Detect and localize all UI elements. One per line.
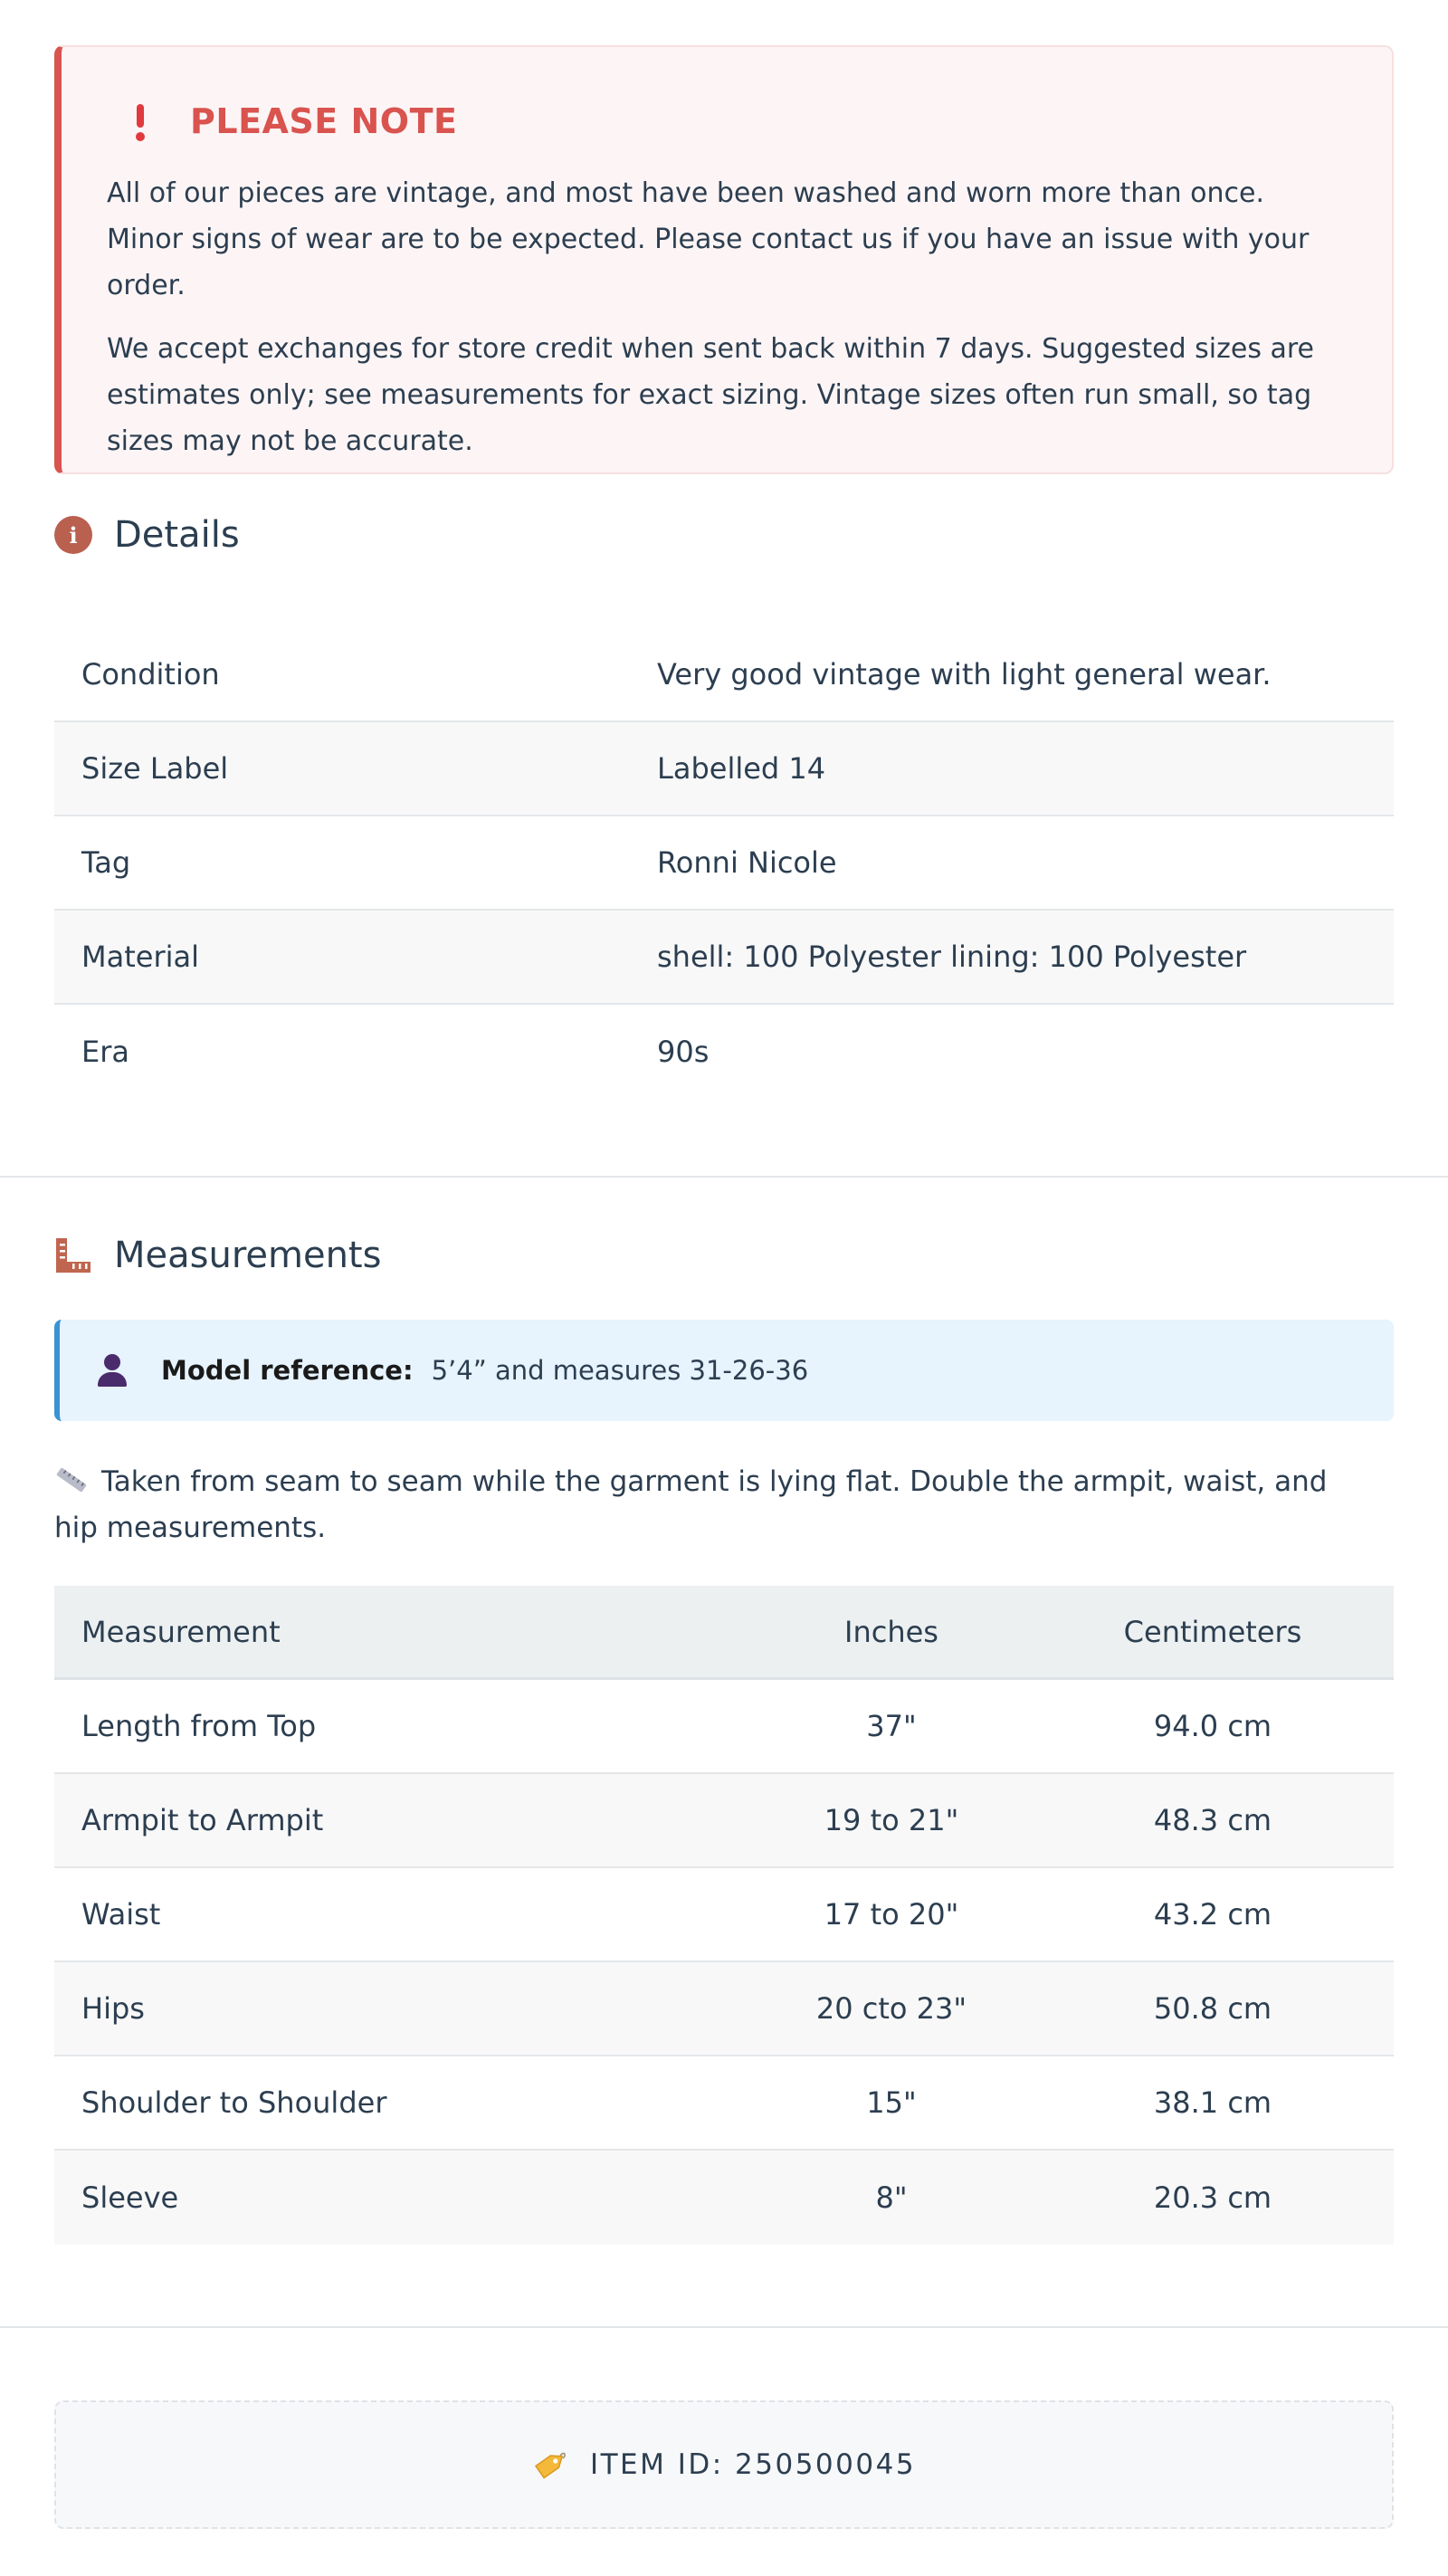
details-label: Era xyxy=(81,1035,129,1069)
details-row xyxy=(54,722,1394,816)
details-title: Details xyxy=(114,514,240,556)
table-row xyxy=(54,1868,1394,1962)
measurement-inches: 17 to 20" xyxy=(824,1897,959,1932)
notice-header xyxy=(107,100,1347,143)
notice-paragraph: We accept exchanges for store credit when sent back within 7 days. Suggested sizes are estimates only; see measurements for exact sizing. Vintage sizes often run small, so tag sizes may not be accurate. xyxy=(107,333,1315,457)
table-row xyxy=(54,2151,1394,2245)
details-label: Tag xyxy=(81,845,131,880)
model-reference-label: Model reference: xyxy=(161,1355,414,1386)
measurement-cm: 94.0 cm xyxy=(1153,1709,1272,1743)
measurement-name: Hips xyxy=(81,1991,145,2026)
measurement-cm: 50.8 cm xyxy=(1153,1991,1272,2026)
info-icon: i xyxy=(54,516,92,554)
measurement-name: Shoulder to Shoulder xyxy=(81,2085,387,2120)
measurement-cm: 48.3 cm xyxy=(1153,1803,1272,1837)
table-row xyxy=(54,1774,1394,1868)
person-icon xyxy=(96,1354,129,1387)
measurements-heading xyxy=(54,1235,381,1276)
details-value: Labelled 14 xyxy=(657,751,826,786)
exclamation-icon xyxy=(127,101,154,141)
details-value: shell: 100 Polyester lining: 100 Polyester xyxy=(657,940,1247,974)
details-value: Ronni Nicole xyxy=(657,845,837,880)
details-table xyxy=(54,628,1394,1099)
measurement-note-text: Taken from seam to seam while the garment is lying flat. Double the armpit, waist, and hip measurements. xyxy=(54,1465,1328,1544)
measurement-inches: 20 cto 23" xyxy=(815,1991,967,2026)
details-label: Material xyxy=(81,940,199,974)
column-header-centimeters: Centimeters xyxy=(1123,1614,1302,1649)
measurement-name: Sleeve xyxy=(81,2180,179,2215)
column-header-inches: Inches xyxy=(844,1614,938,1649)
details-value: Very good vintage with light general wear. xyxy=(657,657,1272,692)
model-reference-value: 5’4” and measures 31-26-36 xyxy=(431,1355,809,1386)
notice-title: PLEASE NOTE xyxy=(190,101,458,141)
measurement-cm: 43.2 cm xyxy=(1153,1897,1272,1932)
measurement-name: Waist xyxy=(81,1897,161,1932)
measurements-title: Measurements xyxy=(114,1235,382,1276)
tag-icon xyxy=(532,2447,568,2483)
item-id-box xyxy=(54,2400,1394,2529)
straight-ruler-icon xyxy=(54,1460,89,1480)
notice-box xyxy=(54,45,1394,474)
table-row xyxy=(54,1680,1394,1774)
table-row xyxy=(54,1962,1394,2056)
details-row xyxy=(54,911,1394,1005)
details-heading xyxy=(54,514,240,556)
measurement-inches: 37" xyxy=(866,1709,917,1743)
measurement-name: Length from Top xyxy=(81,1709,317,1743)
details-row xyxy=(54,816,1394,911)
details-label: Condition xyxy=(81,657,220,692)
section-divider xyxy=(0,2326,1448,2328)
details-label: Size Label xyxy=(81,751,229,786)
table-header xyxy=(54,1586,1394,1680)
measurements-table xyxy=(54,1586,1394,2245)
measurement-inches: 8" xyxy=(875,2180,908,2215)
section-divider xyxy=(0,1176,1448,1178)
details-row xyxy=(54,628,1394,722)
measurement-note xyxy=(54,1459,1339,1551)
measurement-name: Armpit to Armpit xyxy=(81,1803,324,1837)
item-id: ITEM ID: 250500045 xyxy=(589,2448,917,2481)
ruler-icon xyxy=(54,1236,92,1274)
measurement-cm: 20.3 cm xyxy=(1153,2180,1272,2215)
notice-paragraph: All of our pieces are vintage, and most have been washed and worn more than once. Minor signs of wear are to be expected. Please contact us if you have an issue with your order. xyxy=(107,177,1310,301)
measurement-inches: 19 to 21" xyxy=(824,1803,959,1837)
model-reference-box xyxy=(54,1320,1394,1421)
measurement-inches: 15" xyxy=(866,2085,917,2120)
measurement-cm: 38.1 cm xyxy=(1153,2085,1272,2120)
details-value: 90s xyxy=(657,1035,710,1069)
column-header-measurement: Measurement xyxy=(81,1614,281,1649)
details-row xyxy=(54,1005,1394,1099)
table-row xyxy=(54,2056,1394,2151)
